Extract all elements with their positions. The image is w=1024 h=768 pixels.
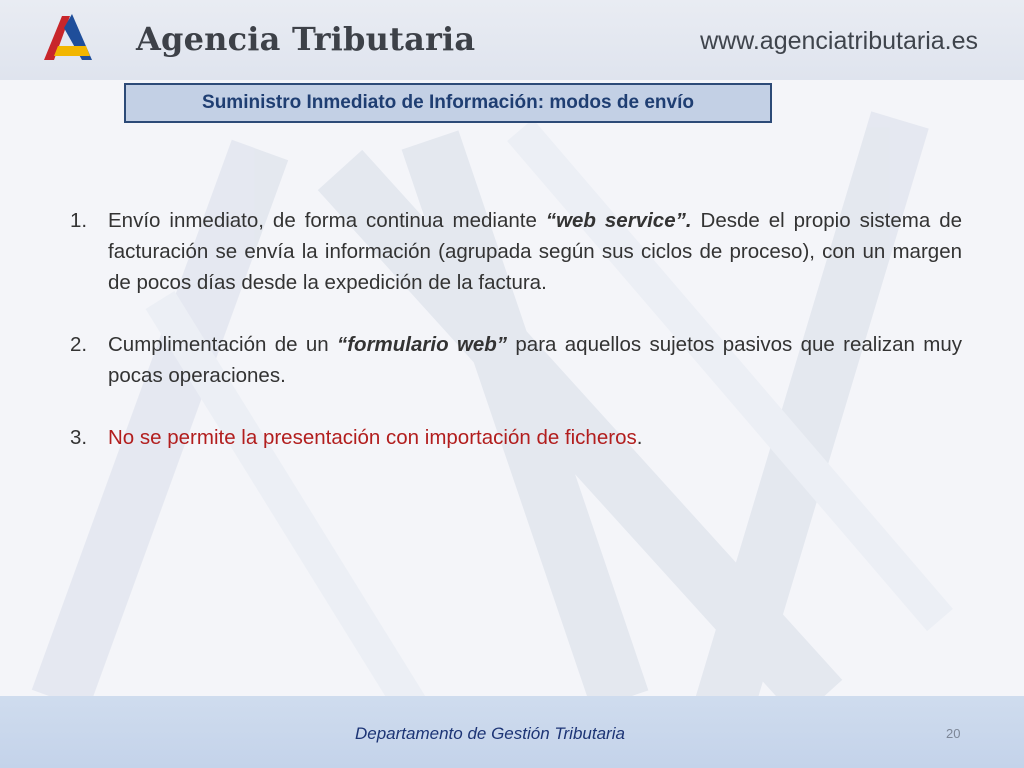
website-url: www.agenciatributaria.es	[700, 27, 978, 55]
item-text-after: para aquellos sujetos pasivos que realizan muy pocas operaciones.	[108, 333, 962, 387]
header-bar	[0, 0, 1024, 80]
item-text-before: Cumplimentación de un	[108, 333, 337, 356]
brand-name: Agencia Tributaria	[136, 20, 476, 58]
item-text-after: .	[636, 426, 643, 449]
item-number: 3.	[70, 426, 88, 449]
item-text	[108, 205, 962, 298]
item-number: 1.	[70, 209, 88, 232]
item-emphasis: “web service”.	[545, 209, 692, 232]
item-number: 2.	[70, 333, 88, 356]
slide-title-box	[124, 83, 772, 123]
list-item	[70, 205, 962, 298]
slide-title: Suministro Inmediato de Información: modos de envío	[202, 92, 694, 113]
footer-department: Departamento de Gestión Tributaria	[355, 724, 625, 743]
page-number: 20	[946, 726, 961, 741]
agencia-tributaria-logo-icon	[36, 10, 108, 64]
content-list	[70, 205, 962, 484]
item-red-text: No se permite la presentación con importación de ficheros	[108, 426, 637, 449]
item-text	[108, 329, 962, 391]
item-text-after: Desde el propio sistema de facturación se envía la información (agrupada según sus ciclos de proceso), con un margen de pocos días desde la expedición de la factura.	[108, 209, 962, 294]
item-emphasis: “formulario web”	[336, 333, 508, 356]
list-item	[70, 329, 962, 391]
item-text	[108, 422, 962, 453]
list-item	[70, 422, 962, 453]
item-text-before: Envío inmediato, de forma continua mediante	[108, 209, 546, 232]
